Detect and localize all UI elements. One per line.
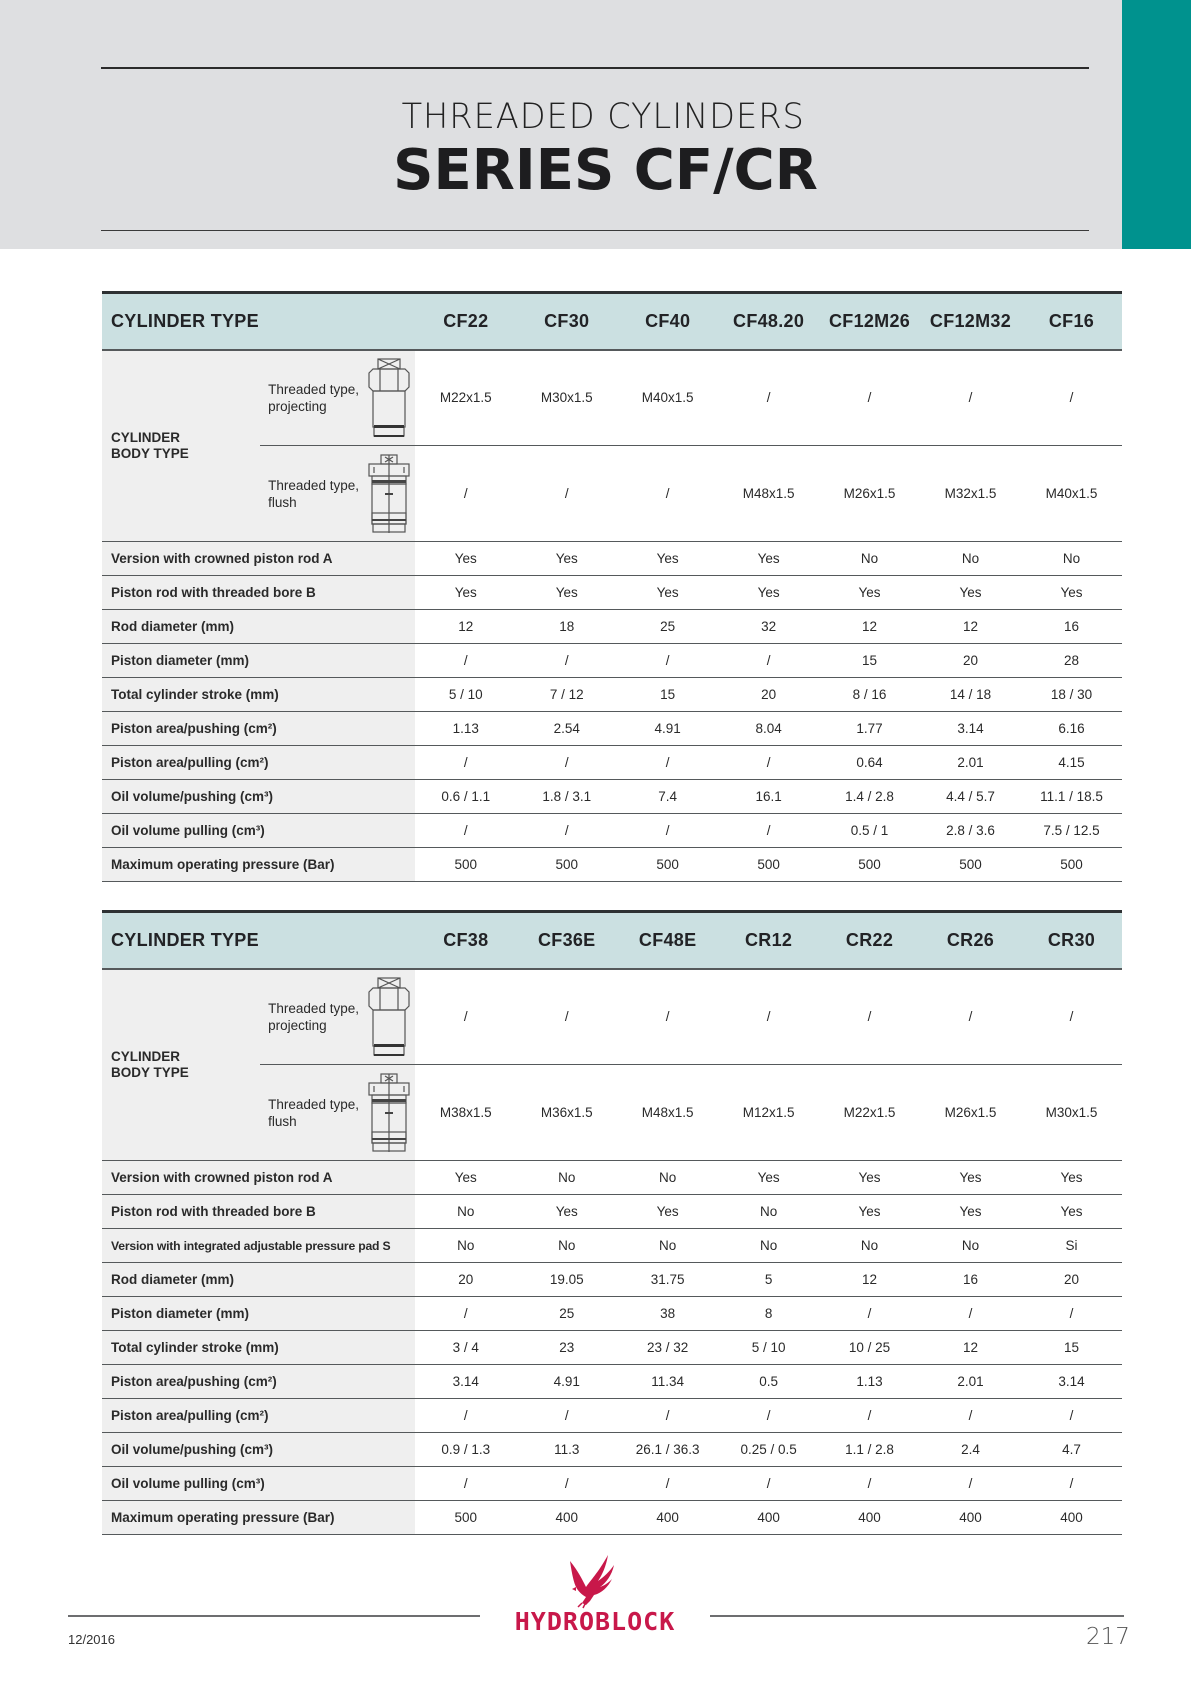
body-type-label [102, 350, 260, 542]
value-cell: / [516, 644, 617, 678]
value-cell: / [415, 1297, 516, 1331]
page-title-series: SERIES CF/CR [393, 138, 818, 203]
value-cell: 400 [920, 1501, 1021, 1535]
row-label: Piston diameter (mm) [102, 644, 415, 678]
value-cell: / [415, 746, 516, 780]
value-cell: / [516, 1467, 617, 1501]
value-cell: Yes [617, 576, 718, 610]
model-header: CF38 [415, 912, 516, 969]
body-variant-label: Threaded type, projecting [268, 381, 359, 414]
table-row [102, 1195, 1122, 1229]
value-cell: / [718, 1467, 819, 1501]
value-cell: No [819, 542, 920, 576]
value-cell: 25 [516, 1297, 617, 1331]
row-label: Version with crowned piston rod A [102, 1161, 415, 1195]
value-cell: 8 / 16 [819, 678, 920, 712]
row-label: Maximum operating pressure (Bar) [102, 1501, 415, 1535]
value-cell: 1.8 / 3.1 [516, 780, 617, 814]
row-label: Piston area/pushing (cm²) [102, 1365, 415, 1399]
body-variant-cell [260, 446, 415, 542]
value-cell: Yes [516, 576, 617, 610]
value-cell: 12 [819, 1263, 920, 1297]
model-header: CF48E [617, 912, 718, 969]
value-cell: 0.25 / 0.5 [718, 1433, 819, 1467]
value-cell: / [718, 746, 819, 780]
header-bottom-rule [101, 230, 1089, 231]
row-label: Maximum operating pressure (Bar) [102, 848, 415, 882]
row-label: Piston rod with threaded bore B [102, 1195, 415, 1229]
thread-size-cell: M26x1.5 [920, 1065, 1021, 1161]
value-cell: 23 / 32 [617, 1331, 718, 1365]
value-cell: 16 [1021, 610, 1122, 644]
value-cell: 5 / 10 [718, 1331, 819, 1365]
value-cell: / [718, 1399, 819, 1433]
value-cell: Yes [819, 1161, 920, 1195]
value-cell: Yes [1021, 1195, 1122, 1229]
value-cell: / [819, 1467, 920, 1501]
value-cell: 19.05 [516, 1263, 617, 1297]
row-label: Oil volume/pushing (cm³) [102, 780, 415, 814]
cylinder-type-header: CYLINDER TYPE [102, 293, 415, 350]
thread-size-cell: / [415, 446, 516, 542]
row-label: Version with integrated adjustable pressure pad S [102, 1229, 415, 1263]
value-cell: 1.13 [415, 712, 516, 746]
value-cell: / [920, 1467, 1021, 1501]
value-cell: Yes [920, 1195, 1021, 1229]
value-cell: 500 [718, 848, 819, 882]
value-cell: / [1021, 1467, 1122, 1501]
value-cell: No [415, 1229, 516, 1263]
table-row [102, 712, 1122, 746]
value-cell: 18 [516, 610, 617, 644]
body-variant-cell [260, 350, 415, 446]
thread-size-cell: / [617, 446, 718, 542]
value-cell: / [1021, 1399, 1122, 1433]
value-cell: Yes [1021, 576, 1122, 610]
table-row [102, 1501, 1122, 1535]
value-cell: No [920, 1229, 1021, 1263]
value-cell: / [415, 1399, 516, 1433]
hydroblock-logo [490, 1551, 700, 1643]
thread-size-cell: M30x1.5 [1021, 1065, 1122, 1161]
value-cell: Yes [718, 1161, 819, 1195]
projecting-cylinder-icon [363, 976, 415, 1058]
table-row [102, 780, 1122, 814]
value-cell: 3.14 [1021, 1365, 1122, 1399]
value-cell: No [1021, 542, 1122, 576]
value-cell: 10 / 25 [819, 1331, 920, 1365]
thread-size-cell: M30x1.5 [516, 350, 617, 446]
model-header: CR30 [1021, 912, 1122, 969]
page-number: 217 [1086, 1624, 1130, 1650]
value-cell: 20 [718, 678, 819, 712]
body-type-row [102, 969, 1122, 1065]
value-cell: 0.6 / 1.1 [415, 780, 516, 814]
page-title-category: THREADED CYLINDERS [401, 97, 805, 137]
value-cell: / [617, 1467, 718, 1501]
value-cell: / [516, 814, 617, 848]
body-variant-label: Threaded type, flush [268, 477, 359, 510]
value-cell: 23 [516, 1331, 617, 1365]
value-cell: No [718, 1229, 819, 1263]
row-label: Piston area/pulling (cm²) [102, 746, 415, 780]
value-cell: 25 [617, 610, 718, 644]
table-row [102, 1399, 1122, 1433]
row-label: Rod diameter (mm) [102, 610, 415, 644]
value-cell: 0.5 / 1 [819, 814, 920, 848]
value-cell: 2.8 / 3.6 [920, 814, 1021, 848]
header-top-rule [101, 67, 1089, 69]
value-cell: Yes [920, 576, 1021, 610]
value-cell: 2.4 [920, 1433, 1021, 1467]
value-cell: / [1021, 1297, 1122, 1331]
row-label: Piston rod with threaded bore B [102, 576, 415, 610]
row-label: Piston area/pushing (cm²) [102, 712, 415, 746]
value-cell: No [516, 1229, 617, 1263]
thread-size-cell: / [819, 350, 920, 446]
thread-size-cell: M22x1.5 [415, 350, 516, 446]
table-row [102, 610, 1122, 644]
value-cell: No [516, 1161, 617, 1195]
value-cell: 1.4 / 2.8 [819, 780, 920, 814]
value-cell: 0.9 / 1.3 [415, 1433, 516, 1467]
body-variant-label: Threaded type, flush [268, 1096, 359, 1129]
footer-date: 12/2016 [68, 1632, 115, 1647]
value-cell: 6.16 [1021, 712, 1122, 746]
value-cell: 11.1 / 18.5 [1021, 780, 1122, 814]
thread-size-cell: / [617, 969, 718, 1065]
row-label: Oil volume pulling (cm³) [102, 1467, 415, 1501]
value-cell: / [516, 746, 617, 780]
body-type-row [102, 350, 1122, 446]
row-label: Total cylinder stroke (mm) [102, 678, 415, 712]
body-type-label-text: CYLINDER BODY TYPE [111, 429, 189, 461]
thread-size-cell: / [920, 350, 1021, 446]
thread-size-cell: / [1021, 969, 1122, 1065]
value-cell: 5 [718, 1263, 819, 1297]
value-cell: 1.1 / 2.8 [819, 1433, 920, 1467]
row-label: Oil volume pulling (cm³) [102, 814, 415, 848]
value-cell: 11.34 [617, 1365, 718, 1399]
value-cell: 8 [718, 1297, 819, 1331]
value-cell: 16 [920, 1263, 1021, 1297]
value-cell: No [617, 1229, 718, 1263]
value-cell: 20 [415, 1263, 516, 1297]
body-type-label-text: CYLINDER BODY TYPE [111, 1048, 189, 1080]
projecting-cylinder-icon [363, 357, 416, 439]
value-cell: Yes [617, 542, 718, 576]
value-cell: 18 / 30 [1021, 678, 1122, 712]
row-label: Oil volume/pushing (cm³) [102, 1433, 415, 1467]
value-cell: 400 [718, 1501, 819, 1535]
model-header: CF40 [617, 293, 718, 350]
projecting-cylinder-icon [363, 357, 415, 439]
value-cell: 7.5 / 12.5 [1021, 814, 1122, 848]
value-cell: Yes [415, 576, 516, 610]
row-label: Piston diameter (mm) [102, 1297, 415, 1331]
model-header: CF30 [516, 293, 617, 350]
value-cell: 11.3 [516, 1433, 617, 1467]
value-cell: Yes [516, 542, 617, 576]
value-cell: 500 [415, 1501, 516, 1535]
thread-size-cell: M40x1.5 [1021, 446, 1122, 542]
value-cell: Yes [718, 576, 819, 610]
value-cell: 4.15 [1021, 746, 1122, 780]
table-row [102, 542, 1122, 576]
value-cell: 400 [617, 1501, 718, 1535]
value-cell: 15 [819, 644, 920, 678]
table-row [102, 576, 1122, 610]
model-header: CR22 [819, 912, 920, 969]
value-cell: No [718, 1195, 819, 1229]
row-label: Total cylinder stroke (mm) [102, 1331, 415, 1365]
value-cell: 20 [1021, 1263, 1122, 1297]
value-cell: 3 / 4 [415, 1331, 516, 1365]
model-header: CR26 [920, 912, 1021, 969]
flush-cylinder-icon [363, 453, 415, 535]
value-cell: 0.5 [718, 1365, 819, 1399]
value-cell: / [920, 1399, 1021, 1433]
value-cell: 500 [617, 848, 718, 882]
value-cell: 3.14 [920, 712, 1021, 746]
value-cell: 500 [1021, 848, 1122, 882]
value-cell: 4.91 [617, 712, 718, 746]
thread-size-cell: M22x1.5 [819, 1065, 920, 1161]
body-variant-cell [260, 1065, 415, 1161]
value-cell: No [920, 542, 1021, 576]
thread-size-cell: M48x1.5 [617, 1065, 718, 1161]
body-variant-cell [260, 969, 415, 1065]
table-row [102, 814, 1122, 848]
model-header: CR12 [718, 912, 819, 969]
value-cell: 400 [516, 1501, 617, 1535]
row-label: Rod diameter (mm) [102, 1263, 415, 1297]
table-row [102, 746, 1122, 780]
table-row [102, 1161, 1122, 1195]
value-cell: 500 [819, 848, 920, 882]
value-cell: Yes [415, 1161, 516, 1195]
model-header: CF48.20 [718, 293, 819, 350]
value-cell: 16.1 [718, 780, 819, 814]
thread-size-cell: / [718, 350, 819, 446]
table-row [102, 1433, 1122, 1467]
value-cell: 4.91 [516, 1365, 617, 1399]
thread-size-cell: M38x1.5 [415, 1065, 516, 1161]
table-row [102, 1229, 1122, 1263]
value-cell: 12 [920, 1331, 1021, 1365]
model-header: CF12M32 [920, 293, 1021, 350]
thread-size-cell: M48x1.5 [718, 446, 819, 542]
value-cell: 20 [920, 644, 1021, 678]
value-cell: Yes [920, 1161, 1021, 1195]
thread-size-cell: / [516, 969, 617, 1065]
value-cell: / [415, 814, 516, 848]
row-label: Version with crowned piston rod A [102, 542, 415, 576]
thread-size-cell: / [819, 969, 920, 1065]
table-row [102, 644, 1122, 678]
table-row [102, 1365, 1122, 1399]
value-cell: / [617, 746, 718, 780]
header-row [102, 293, 1122, 350]
value-cell: 12 [819, 610, 920, 644]
flush-cylinder-icon [363, 453, 416, 535]
value-cell: 7.4 [617, 780, 718, 814]
value-cell: 2.01 [920, 1365, 1021, 1399]
table-row [102, 848, 1122, 882]
value-cell: Yes [819, 1195, 920, 1229]
value-cell: 32 [718, 610, 819, 644]
footer-rule-right [710, 1615, 1124, 1617]
value-cell: Yes [617, 1195, 718, 1229]
value-cell: / [617, 644, 718, 678]
row-label: Piston area/pulling (cm²) [102, 1399, 415, 1433]
eagle-icon [490, 1551, 700, 1609]
table-row [102, 1263, 1122, 1297]
value-cell: / [516, 1399, 617, 1433]
value-cell: / [415, 1467, 516, 1501]
value-cell: Yes [718, 542, 819, 576]
value-cell: 0.64 [819, 746, 920, 780]
value-cell: 15 [617, 678, 718, 712]
value-cell: Yes [1021, 1161, 1122, 1195]
value-cell: 4.4 / 5.7 [920, 780, 1021, 814]
value-cell: 7 / 12 [516, 678, 617, 712]
thread-size-cell: / [415, 969, 516, 1065]
value-cell: 12 [920, 610, 1021, 644]
header-row [102, 912, 1122, 969]
value-cell: 2.54 [516, 712, 617, 746]
table-row [102, 1331, 1122, 1365]
value-cell: / [415, 644, 516, 678]
value-cell: Si [1021, 1229, 1122, 1263]
model-header: CF36E [516, 912, 617, 969]
model-header: CF12M26 [819, 293, 920, 350]
thread-size-cell: M12x1.5 [718, 1065, 819, 1161]
value-cell: 500 [516, 848, 617, 882]
value-cell: 400 [1021, 1501, 1122, 1535]
table-row [102, 1467, 1122, 1501]
projecting-cylinder-icon [363, 976, 416, 1058]
value-cell: 4.7 [1021, 1433, 1122, 1467]
flush-cylinder-icon [363, 1072, 416, 1154]
value-cell: / [617, 814, 718, 848]
thread-size-cell: M36x1.5 [516, 1065, 617, 1161]
value-cell: Yes [819, 576, 920, 610]
value-cell: / [819, 1399, 920, 1433]
value-cell: 1.77 [819, 712, 920, 746]
value-cell: No [819, 1229, 920, 1263]
thread-size-cell: M40x1.5 [617, 350, 718, 446]
brand-name: HYDROBLOCK [514, 1607, 676, 1636]
table-row [102, 1297, 1122, 1331]
value-cell: 2.01 [920, 746, 1021, 780]
value-cell: 12 [415, 610, 516, 644]
value-cell: 14 / 18 [920, 678, 1021, 712]
thread-size-cell: / [920, 969, 1021, 1065]
thread-size-cell: / [1021, 350, 1122, 446]
value-cell: Yes [516, 1195, 617, 1229]
value-cell: 500 [920, 848, 1021, 882]
value-cell: / [617, 1399, 718, 1433]
value-cell: 500 [415, 848, 516, 882]
value-cell: 15 [1021, 1331, 1122, 1365]
table-row [102, 678, 1122, 712]
footer-rule-left [68, 1615, 480, 1617]
value-cell: 5 / 10 [415, 678, 516, 712]
value-cell: 31.75 [617, 1263, 718, 1297]
value-cell: 28 [1021, 644, 1122, 678]
value-cell: / [718, 814, 819, 848]
value-cell: 38 [617, 1297, 718, 1331]
body-variant-label: Threaded type, projecting [268, 1000, 359, 1033]
spec-table-2 [102, 910, 1122, 1535]
model-header: CF22 [415, 293, 516, 350]
flush-cylinder-icon [363, 1072, 415, 1154]
thread-size-cell: / [718, 969, 819, 1065]
value-cell: / [920, 1297, 1021, 1331]
value-cell: 1.13 [819, 1365, 920, 1399]
value-cell: 3.14 [415, 1365, 516, 1399]
value-cell: 8.04 [718, 712, 819, 746]
value-cell: 400 [819, 1501, 920, 1535]
body-type-label [102, 969, 260, 1161]
value-cell: 26.1 / 36.3 [617, 1433, 718, 1467]
value-cell: / [718, 644, 819, 678]
value-cell: / [819, 1297, 920, 1331]
value-cell: No [617, 1161, 718, 1195]
cylinder-type-header: CYLINDER TYPE [102, 912, 415, 969]
thread-size-cell: M26x1.5 [819, 446, 920, 542]
thread-size-cell: M32x1.5 [920, 446, 1021, 542]
spec-table-1 [102, 291, 1122, 882]
model-header: CF16 [1021, 293, 1122, 350]
value-cell: Yes [415, 542, 516, 576]
value-cell: No [415, 1195, 516, 1229]
thread-size-cell: / [516, 446, 617, 542]
